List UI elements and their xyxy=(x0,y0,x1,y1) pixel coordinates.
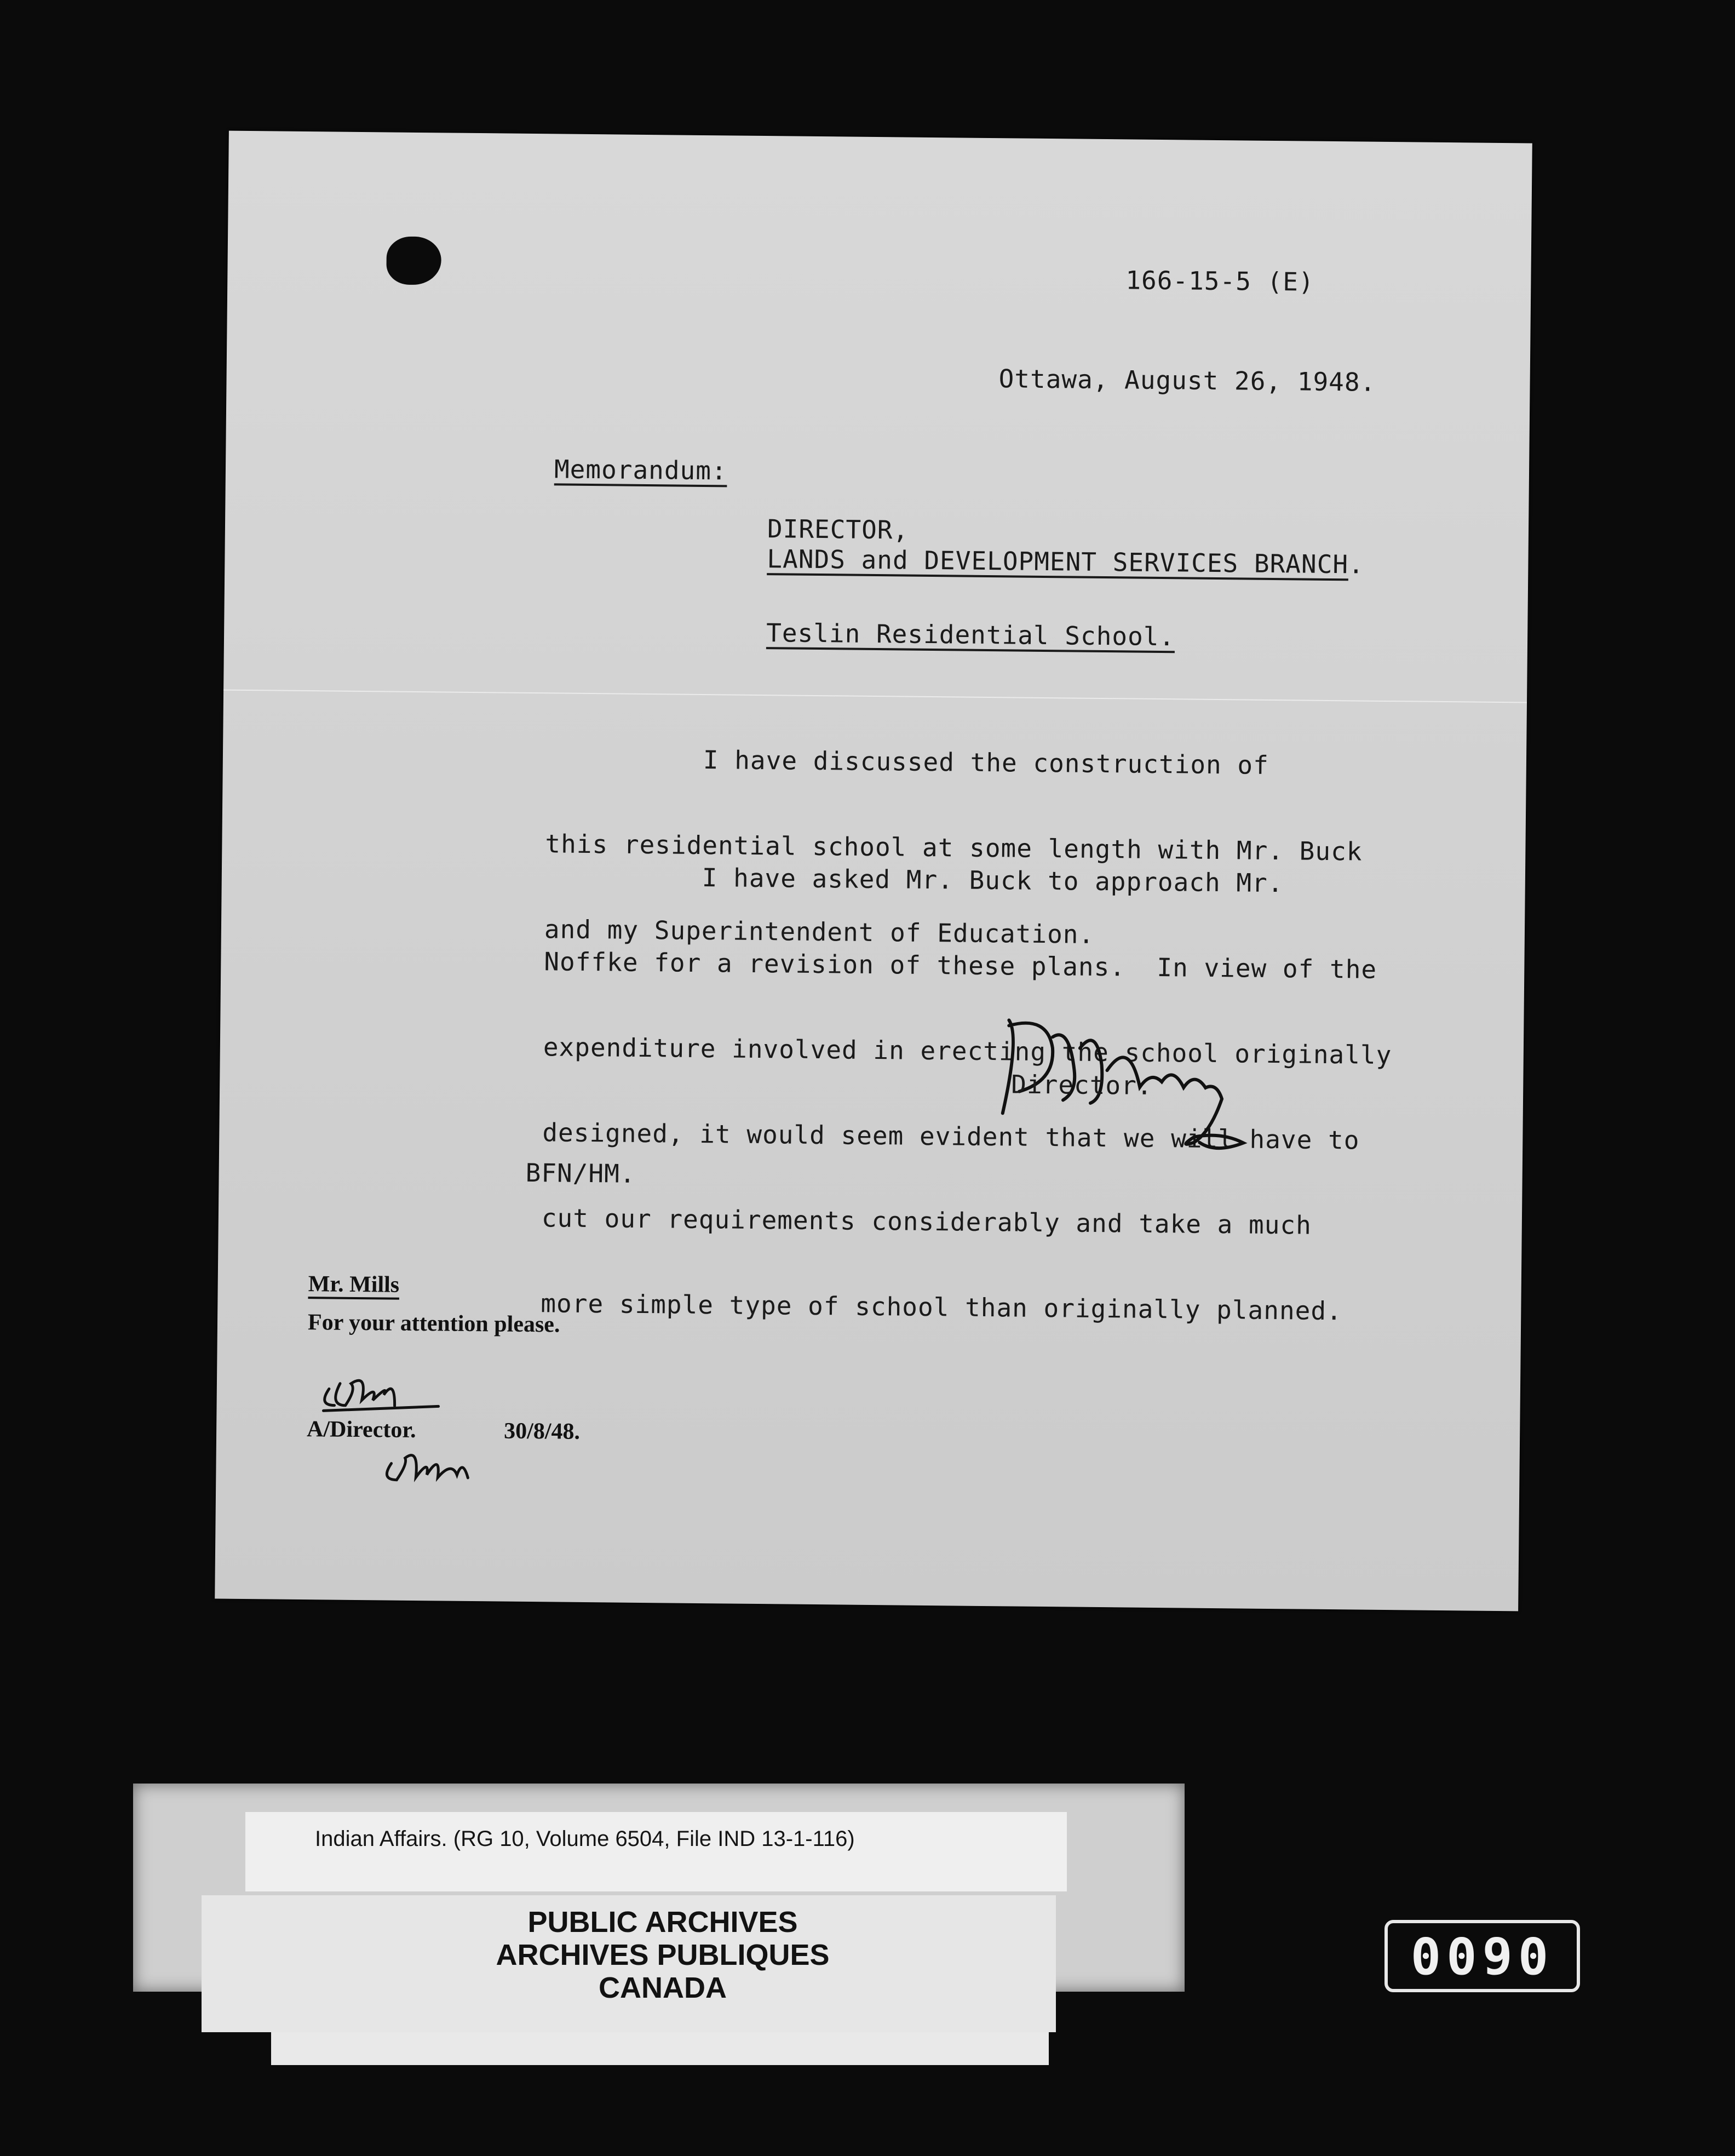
annotation-date: 30/8/48. xyxy=(503,1418,581,1444)
recipient-branch-period: . xyxy=(1348,549,1365,580)
paragraph-2-line: cut our requirements considerably and take a much xyxy=(541,1203,1312,1240)
recipient-branch-line xyxy=(767,544,1364,579)
annotation-addressee: Mr. Mills xyxy=(308,1271,400,1298)
archive-reference: Indian Affairs. (RG 10, Volume 6504, File IND 13-1-116) xyxy=(315,1827,855,1851)
annotation-initials-bottom xyxy=(375,1430,518,1492)
archive-reference-card xyxy=(245,1812,1067,1891)
archive-line-3: CANADA xyxy=(599,1971,727,2004)
paragraph-2-line: I have asked Mr. Buck to approach Mr. xyxy=(544,861,1284,898)
paragraph-2-line: designed, it would seem evident that we will have to xyxy=(542,1117,1360,1155)
recipient-title: DIRECTOR, xyxy=(767,514,909,545)
paragraph-2-line: Noffke for a revision of these plans. In view of the xyxy=(544,947,1377,984)
recipient-branch: LANDS and DEVELOPMENT SERVICES BRANCH xyxy=(767,544,1349,580)
memo-page xyxy=(215,131,1532,1612)
date-line: Ottawa, August 26, 1948. xyxy=(998,364,1376,397)
memo-heading: Memorandum: xyxy=(554,454,727,486)
annotation-initials-top xyxy=(312,1350,466,1418)
paragraph-1-line: and my Superintendent of Education. xyxy=(544,914,1095,949)
punch-hole xyxy=(386,236,441,285)
archive-line-1: PUBLIC ARCHIVES xyxy=(527,1906,798,1939)
reference-initials: BFN/HM. xyxy=(525,1157,636,1189)
frame-counter-digits: 0090 xyxy=(1410,1928,1554,1986)
paragraph-1-line: this residential school at some length with Mr. Buck xyxy=(545,829,1363,867)
signature-title: Director. xyxy=(1011,1069,1153,1100)
paragraph-2-line: more simple type of school than originally planned. xyxy=(541,1288,1343,1326)
subject-line: Teslin Residential School. xyxy=(766,618,1175,652)
annotation-instruction: For your attention please. xyxy=(307,1310,560,1338)
paragraph-1-line: I have discussed the construction of xyxy=(545,743,1269,780)
archive-label-strip xyxy=(271,2032,1049,2065)
paragraph-2-line: expenditure involved in erecting the school originally xyxy=(543,1032,1392,1070)
annotation-title: A/Director. xyxy=(306,1417,416,1443)
archive-line-2: ARCHIVES PUBLIQUES xyxy=(496,1939,830,1971)
file-number: 166-15-5 (E) xyxy=(1125,265,1314,297)
frame-counter xyxy=(1384,1920,1580,1992)
